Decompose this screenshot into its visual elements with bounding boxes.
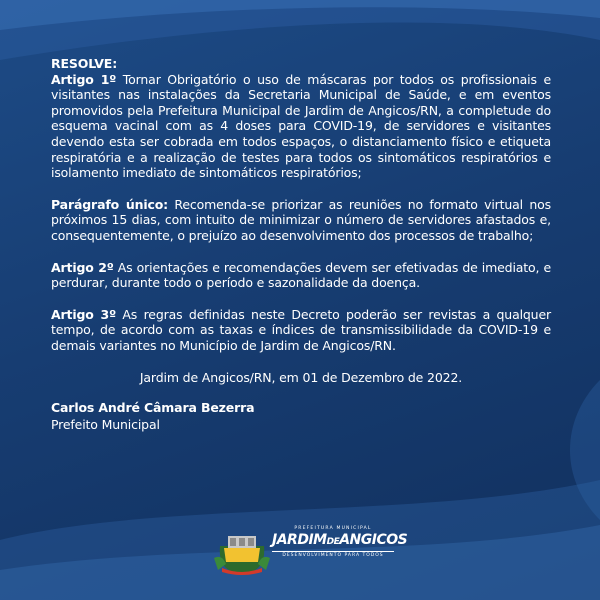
artigo-1	[51, 72, 551, 181]
paragrafo-unico-label: Parágrafo único:	[51, 196, 169, 212]
municipal-crest-icon	[214, 524, 270, 576]
artigo-1-label: Artigo 1º	[51, 71, 117, 87]
logo-main-text: JARDIMDEANGICOS	[272, 532, 408, 548]
artigo-2-label: Artigo 2º	[51, 259, 114, 275]
resolve-heading: RESOLVE:	[51, 56, 118, 71]
logo-top-text: PREFEITURA MUNICIPAL	[294, 526, 372, 531]
artigo-2-text: As orientações e recomendações devem ser efetivadas de imediato, e perdurar, durante todo o período e sazonalidade da doença.	[51, 259, 552, 291]
paragrafo-unico-text: Recomenda-se priorizar as reuniões no formato virtual nos próximos 15 dias, com intuito de minimizar o número de servidores afastados e, consequentemente, o prejuízo ao desenvolvimento dos processos de trabalho;	[51, 196, 552, 243]
logo-text	[272, 526, 408, 558]
signatory-title: Prefeito Municipal	[51, 417, 160, 433]
artigo-1-text: Tornar Obrigatório o uso de máscaras por todos os profissionais e visitantes nas instalações da Secretaria Municipal de Saúde, e em eventos promovidos pela Prefeitura Municipal de Jardim de Angicos/RN, a completude do esquema vacinal com as 4 doses para COVID-19, de servidores e visitantes devendo esta ser cobrada em todos espaços, o distanciamento físico e etiqueta respiratória e a realização de testes para todos os sintomáticos respiratórios e isolamento imediato de sintomáticos respiratórios;	[51, 71, 551, 181]
decree-content	[51, 56, 551, 433]
prefeitura-logo	[214, 524, 408, 576]
artigo-2	[51, 260, 551, 291]
artigo-3	[51, 307, 551, 354]
date-line: Jardim de Angicos/RN, em 01 de Dezembro de 2022.	[139, 369, 463, 385]
paragrafo-unico	[51, 197, 551, 244]
artigo-3-label: Artigo 3º	[51, 306, 116, 322]
artigo-3-text: As regras definidas neste Decreto poderão ser revistas a qualquer tempo, de acordo com as taxas e índices de transmissibilidade da COVID-19 e demais variantes no Município de Jardim de Angicos/RN.	[51, 306, 551, 353]
signatory-name: Carlos André Câmara Bezerra	[51, 400, 255, 416]
logo-bottom-text: DESENVOLVIMENTO PARA TODOS	[272, 551, 394, 558]
